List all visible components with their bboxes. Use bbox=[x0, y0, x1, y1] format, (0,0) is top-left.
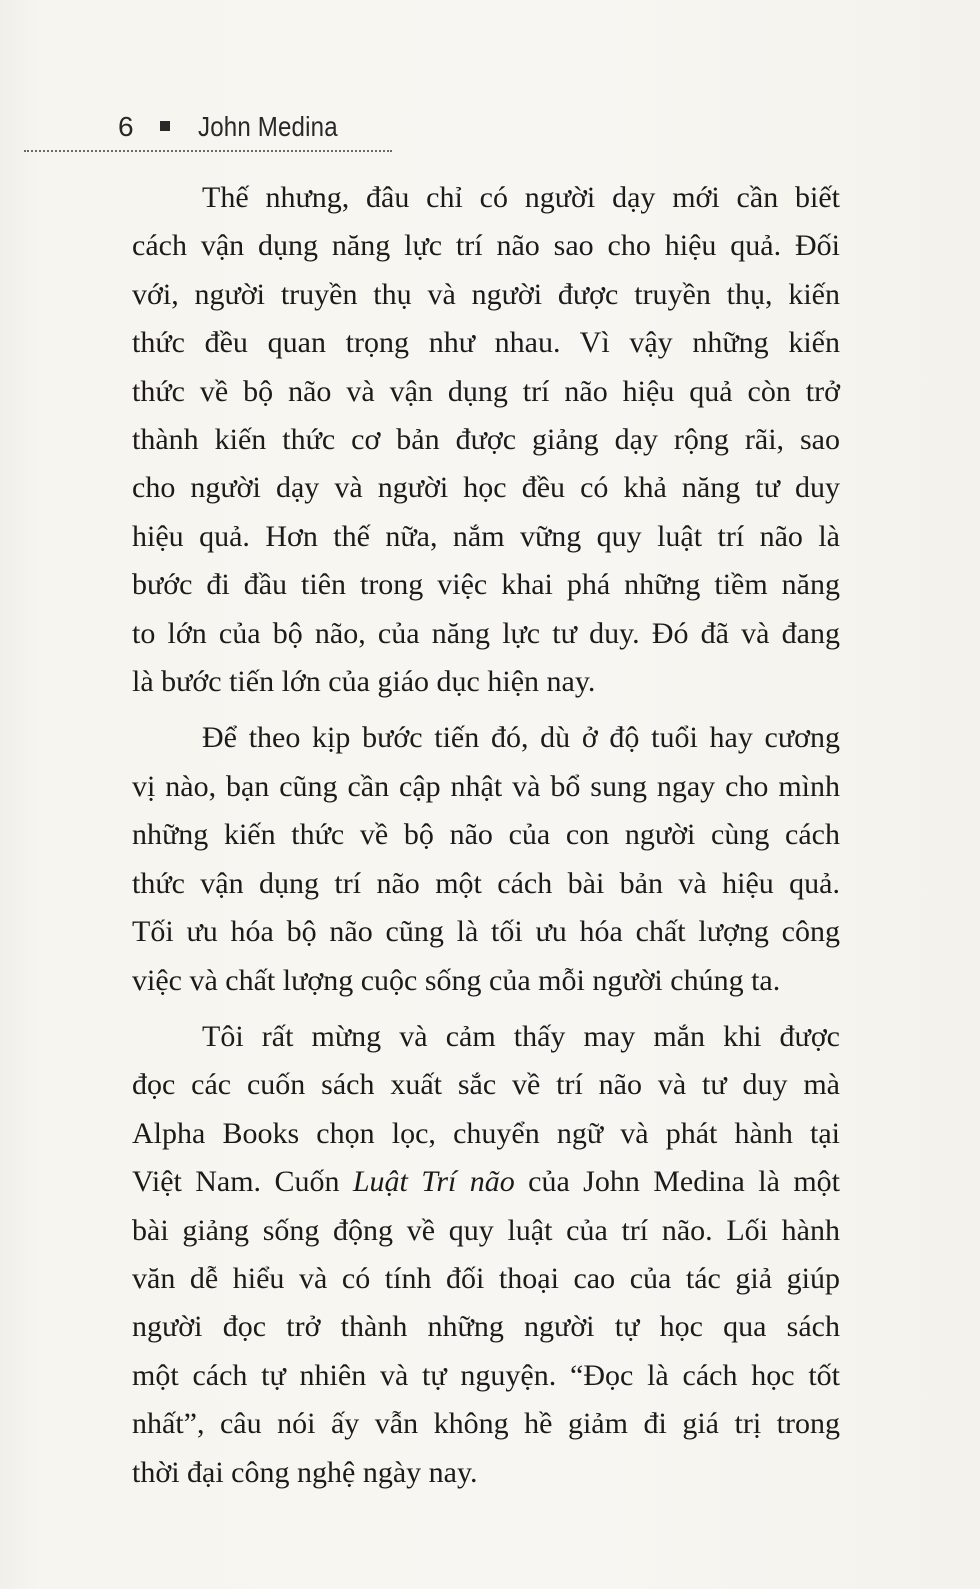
text-line: người đọc trở thành những người tự học qua sách bbox=[132, 1310, 840, 1344]
text-line: thức vận dụng trí não một cách bài bản và hiệu quả. bbox=[132, 866, 840, 900]
text-fragment: của John Medina là một bbox=[514, 1165, 840, 1199]
text-line: Để theo kịp bước tiến đó, dù ở độ tuổi hay cương bbox=[202, 721, 840, 755]
header-separator-square bbox=[160, 121, 170, 131]
text-line: Alpha Books chọn lọc, chuyển ngữ và phát hành tại bbox=[132, 1116, 840, 1150]
text-line: việc và chất lượng cuộc sống của mỗi người chúng ta. bbox=[132, 963, 781, 997]
text-line: là bước tiến lớn của giáo dục hiện nay. bbox=[132, 665, 596, 699]
text-line: bài giảng sống động về quy luật của trí não. Lối hành bbox=[132, 1213, 840, 1247]
text-line-with-book-title bbox=[132, 1158, 840, 1206]
text-line: Tối ưu hóa bộ não cũng là tối ưu hóa chất lượng công bbox=[132, 915, 840, 949]
text-line: thức về bộ não và vận dụng trí não hiệu quả còn trở bbox=[132, 374, 840, 408]
page-number: 6 bbox=[118, 111, 134, 142]
running-head-author: John Medina bbox=[197, 111, 338, 142]
text-line: với, người truyền thụ và người được truyền thụ, kiến bbox=[132, 277, 840, 311]
text-line: bước đi đầu tiên trong việc khai phá những tiềm năng bbox=[132, 568, 840, 602]
text-line: vị nào, bạn cũng cần cập nhật và bổ sung ngay cho mình bbox=[132, 769, 840, 803]
text-line: Thế nhưng, đâu chỉ có người dạy mới cần biết bbox=[202, 181, 840, 214]
paragraph-1 bbox=[132, 174, 840, 706]
text-line: đọc các cuốn sách xuất sắc về trí não và tư duy mà bbox=[132, 1068, 840, 1102]
text-line: thành kiến thức cơ bản được giảng dạy rộng rãi, sao bbox=[132, 423, 840, 457]
text-fragment: Việt Nam. Cuốn bbox=[132, 1165, 353, 1199]
paragraph-3 bbox=[132, 1013, 840, 1497]
text-line: thức đều quan trọng như nhau. Vì vậy những kiến bbox=[132, 326, 840, 360]
body-text bbox=[132, 174, 840, 1497]
text-line: một cách tự nhiên và tự nguyện. “Đọc là cách học tốt bbox=[132, 1358, 840, 1392]
text-line: hiệu quả. Hơn thế nữa, nắm vững quy luật trí não là bbox=[132, 519, 840, 553]
text-line: nhất”, câu nói ấy vẫn không hề giảm đi giá trị trong bbox=[132, 1407, 840, 1441]
text-line: Tôi rất mừng và cảm thấy may mắn khi được bbox=[202, 1019, 840, 1053]
page-header bbox=[118, 106, 360, 148]
text-line: văn dễ hiểu và có tính đối thoại cao của tác giả giúp bbox=[132, 1261, 840, 1295]
text-line: cách vận dụng năng lực trí não sao cho hiệu quả. Đối bbox=[132, 229, 840, 263]
text-line: to lớn của bộ não, của năng lực tư duy. Đó đã và đang bbox=[132, 616, 840, 650]
paragraph-2 bbox=[132, 714, 840, 1004]
text-line: thời đại công nghệ ngày nay. bbox=[132, 1455, 478, 1489]
header-dotted-rule bbox=[24, 150, 392, 152]
text-line: những kiến thức về bộ não của con người cùng cách bbox=[132, 818, 840, 852]
book-title-italic: Luật Trí não bbox=[352, 1165, 515, 1199]
text-line: cho người dạy và người học đều có khả năng tư duy bbox=[132, 471, 840, 505]
